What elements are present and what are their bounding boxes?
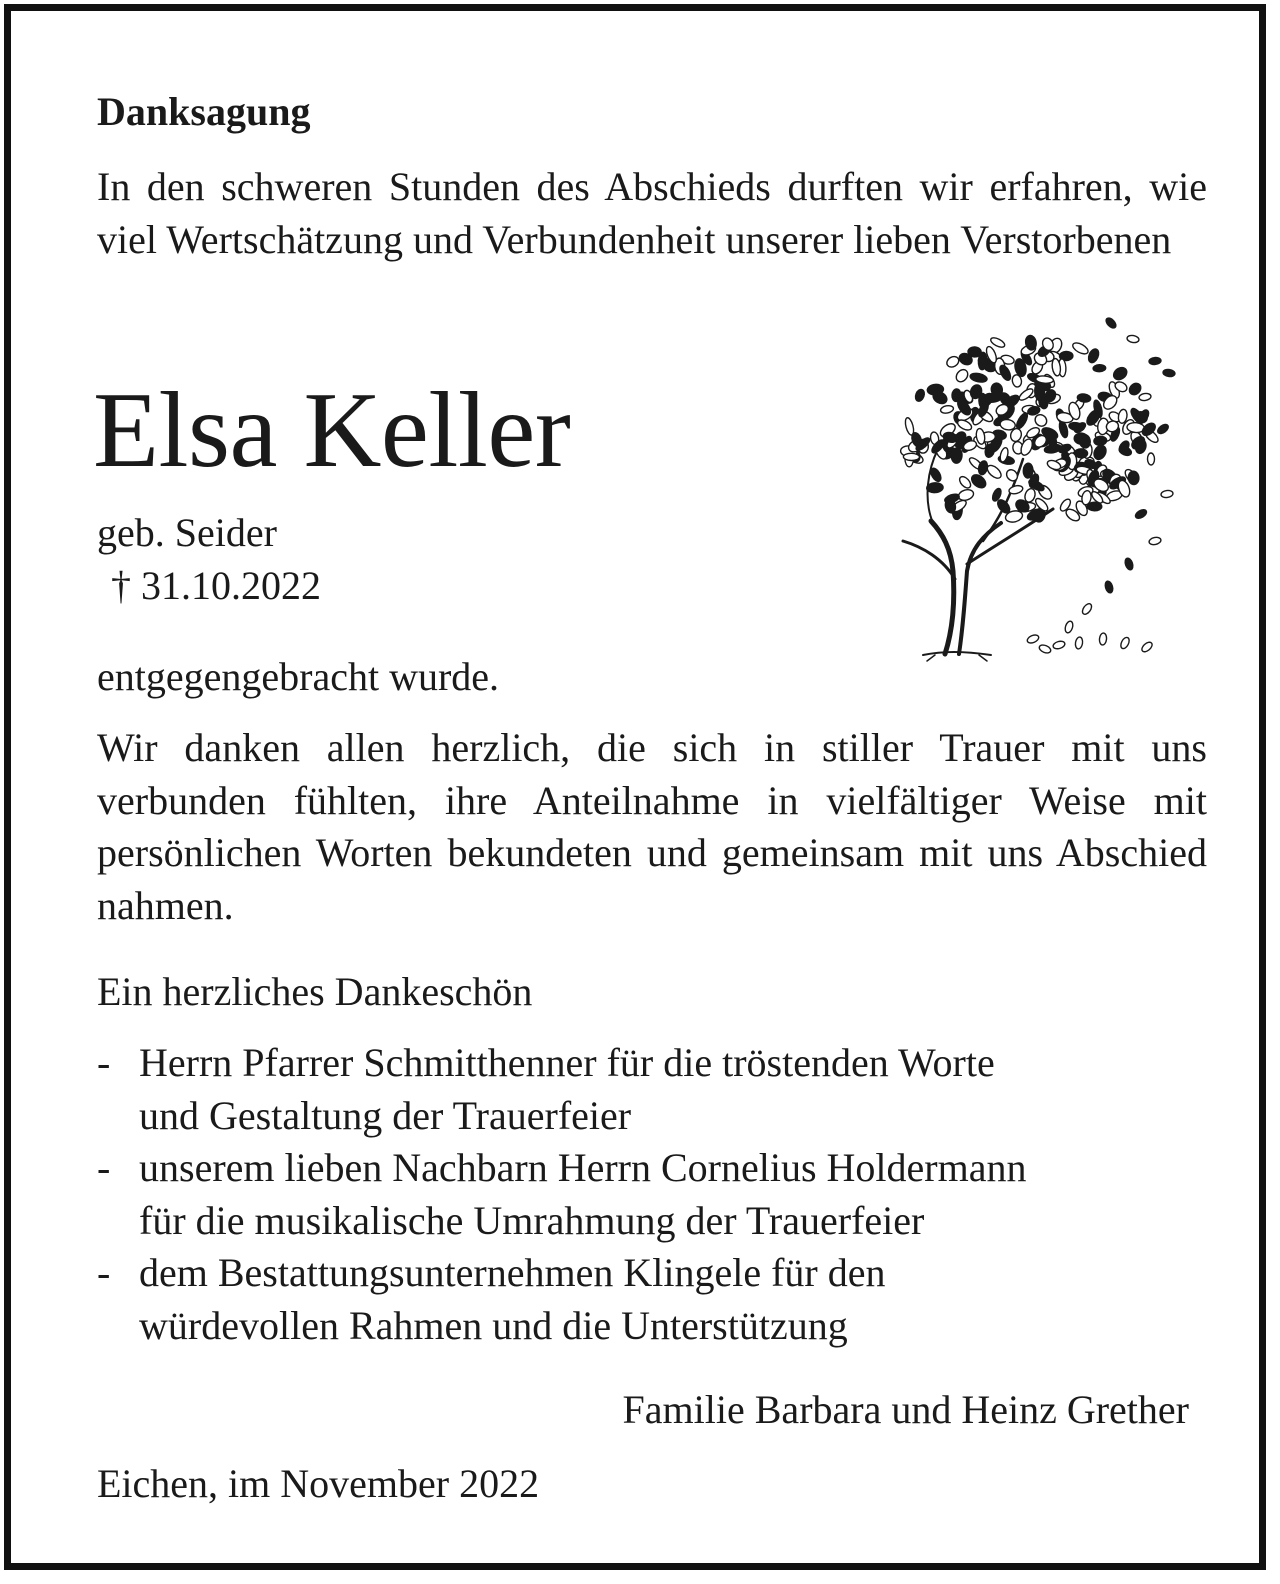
thanks-list — [97, 1037, 1207, 1352]
list-marker: - — [97, 1145, 111, 1190]
list-item — [97, 1247, 1207, 1352]
death-date: † 31.10.2022 — [111, 563, 321, 608]
list-item — [97, 1142, 1207, 1247]
list-item-line: Herrn Pfarrer Schmitthenner für die tröstenden Worte — [139, 1040, 995, 1085]
place-date: Eichen, im November 2022 — [97, 1461, 540, 1506]
maiden-name: geb. Seider — [97, 510, 277, 555]
windblown-tree-icon — [883, 309, 1183, 669]
list-item-line: unserem lieben Nachbarn Herrn Cornelius Holdermann — [139, 1145, 1027, 1190]
list-marker: - — [97, 1250, 111, 1295]
signature: Familie Barbara und Heinz Grether — [622, 1387, 1189, 1432]
notice-heading: Danksagung — [97, 89, 311, 134]
list-item-line: für die musikalische Umrahmung der Trauerfeier — [139, 1197, 925, 1243]
list-marker: - — [97, 1040, 111, 1085]
list-item-line: und Gestaltung der Trauerfeier — [139, 1092, 632, 1138]
after-name-text: entgegengebracht wurde. — [97, 654, 500, 699]
list-item-line: würdevollen Rahmen und die Unterstützung — [139, 1302, 848, 1348]
intro-paragraph: In den schweren Stunden des Abschieds durften wir erfahren, wie viel Wertschätzung und Verbundenheit unserer lieben Verstorbenen — [97, 164, 1207, 262]
list-item — [97, 1037, 1207, 1142]
thanks-paragraph: Wir danken allen herzlich, die sich in stiller Trauer mit uns verbunden fühlten, ihre Anteilnahme in vielfältiger Weise mit persönlichen Worten bekundeten und gemeinsam mit uns Abschied nahmen. — [97, 725, 1207, 928]
list-item-line: dem Bestattungsunternehmen Klingele für den — [139, 1250, 886, 1295]
notice-frame — [4, 4, 1266, 1570]
deceased-name: Elsa Keller — [93, 371, 571, 490]
thanks-greeting: Ein herzliches Dankeschön — [97, 969, 533, 1014]
